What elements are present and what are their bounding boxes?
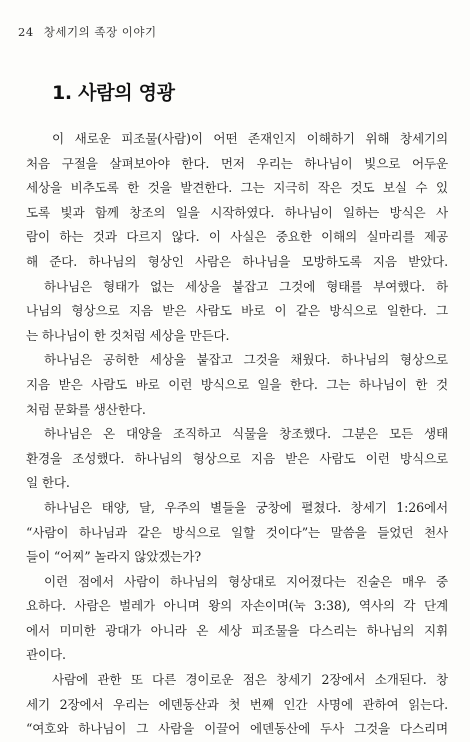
text-line: 람이 하는 것과 다르지 않다. 이 사실은 중요한 이해의 실마리를 제공 [26, 229, 448, 245]
running-header [18, 24, 157, 40]
text-line: 하나님은 태양, 달, 우주의 별들을 궁창에 펼쳤다. 창세기 1:26에서 [44, 499, 448, 515]
text-line: 이 새로운 피조물(사람)이 어떤 존재인지 이해하기 위해 창세기의 [52, 131, 448, 146]
section-title: 1. 사람의 영광 [52, 82, 175, 104]
text-line: 에서 미미한 광대가 아니라 온 세상 피조물을 다스리는 하나님의 지휘 [26, 622, 448, 638]
text-line: 나님의 형상으로 지음 받은 사람도 바로 이 같은 방식으로 일한다. 그 [26, 303, 448, 319]
text-line: 하나님은 형태가 없는 세상을 붙잡고 그것에 형태를 부여했다. 하 [44, 278, 448, 294]
text-line: 는 하나님이 한 것처럼 세상을 만든다. [26, 327, 230, 343]
text-line: 도록 빛과 함께 창조의 일을 시작하였다. 하나님이 일하는 방식은 사 [26, 204, 448, 220]
book-title: 창세기의 족장 이야기 [43, 25, 157, 39]
text-line: “사람이 하나님과 같은 방식으로 일할 것이다”는 말씀을 들었던 천사 [26, 524, 448, 540]
text-line: 처럼 문화를 생산한다. [26, 401, 146, 417]
text-line: 환경을 조성했다. 하나님의 형상으로 지음 받은 사람도 이런 방식으로 [26, 450, 448, 466]
text-line: 사람에 관한 또 다른 경이로운 점은 창세기 2장에서 소개된다. 창 [52, 672, 448, 688]
text-line: 세기 2장에서 우리는 에덴동산과 첫 번째 인간 사명에 관하여 읽는다. [26, 696, 448, 712]
text-line: 관이다. [26, 647, 66, 663]
text-line: 요하다. 사람은 벌레가 아니며 왕의 자손이며(눅 3:38), 역사의 각 단계 [26, 598, 448, 614]
text-line: 하나님은 공허한 세상을 붙잡고 그것을 채웠다. 하나님의 형상으로 [44, 352, 448, 368]
text-line: 들이 “어찌” 놀라지 않았겠는가? [26, 549, 201, 565]
text-line: 지음 받은 사람도 바로 이런 방식으로 일을 한다. 그는 하나님이 한 것 [26, 376, 448, 392]
text-line: 일 한다. [26, 475, 70, 491]
text-line: 해 준다. 하나님의 형상인 사람은 하나님을 모방하도록 지음 받았다. [26, 253, 448, 269]
page-number: 24 [18, 25, 34, 39]
text-line: 이런 점에서 사람이 하나님의 형상대로 지어졌다는 진술은 매우 중 [44, 573, 448, 589]
text-line: 하나님은 온 대양을 조직하고 식물을 창조했다. 그분은 모든 생태 [44, 426, 448, 442]
text-line: 처음 구절을 살펴보아야 한다. 먼저 우리는 하나님이 빛으로 어두운 [26, 155, 448, 171]
text-line: 세상을 비추도록 한 것을 발견한다. 그는 지극히 작은 것도 보실 수 있 [26, 180, 448, 196]
body-text [26, 127, 448, 742]
text-line: “여호와 하나님이 그 사람을 이끌어 에덴동산에 두사 그것을 다스리며 [26, 721, 448, 737]
